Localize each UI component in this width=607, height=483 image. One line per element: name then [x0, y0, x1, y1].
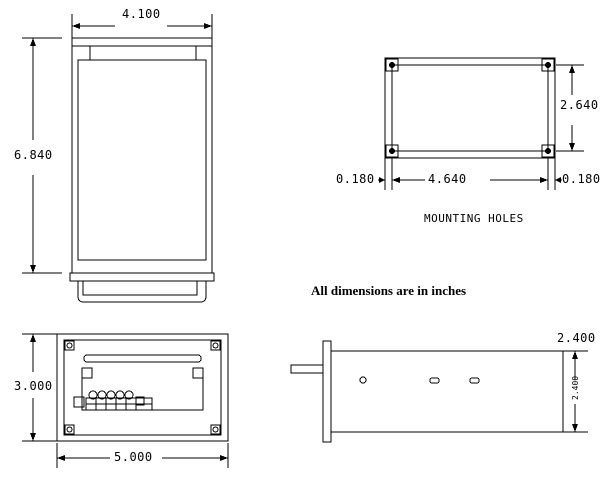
- mounting-holes-left-offset-dimension: 0.180: [336, 172, 375, 186]
- mounting-holes-width-dimension: 4.640: [428, 172, 467, 186]
- dimensions-note: All dimensions are in inches: [311, 283, 467, 298]
- mounting-holes-caption: MOUNTING HOLES: [424, 212, 524, 225]
- bottom-view-width-dimension: 5.000: [114, 450, 153, 464]
- front-view-height-dimension: 6.840: [14, 148, 53, 162]
- mounting-holes-height-dimension: 2.640: [560, 98, 599, 112]
- mounting-holes-right-offset-dimension: 0.180: [562, 172, 601, 186]
- front-view-width-dimension: 4.100: [122, 7, 161, 21]
- side-view-inner-height-dimension: 2.400: [571, 375, 580, 400]
- side-view-height-dimension: 2.400: [557, 331, 596, 345]
- bottom-view-depth-dimension: 3.000: [14, 379, 53, 393]
